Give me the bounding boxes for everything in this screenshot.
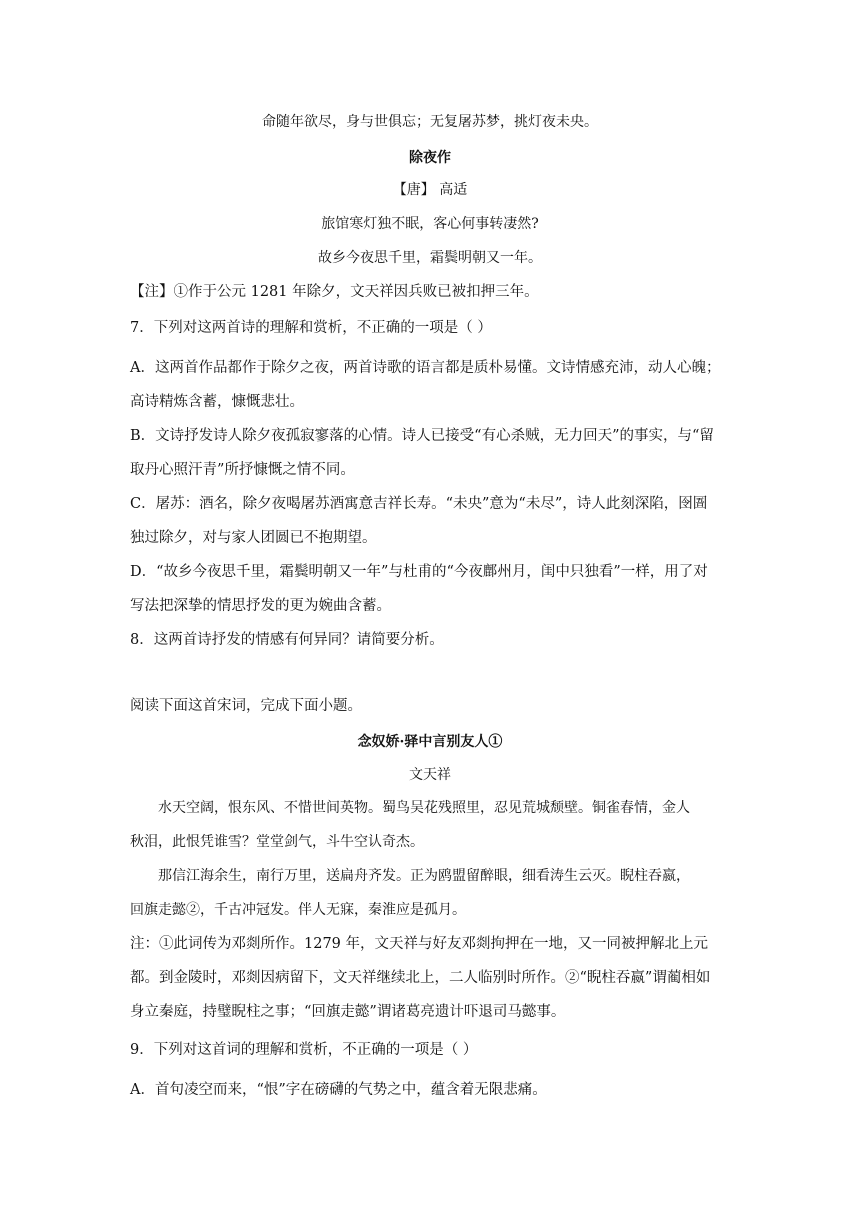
ci-stanza-2-line-2: 回旗走懿②，千古冲冠发。伴人无寐，秦淮应是孤月。 [130, 902, 466, 918]
question-7-option-d-line-1: D．“故乡今夜思千里，霜鬓明朝又一年”与杜甫的“今夜鄜州月，闺中只独看”一样，用了对 [130, 564, 708, 580]
question-7-option-c-line-2: 独过除夕，对与家人团圆已不抱期望。 [130, 530, 377, 546]
note-2-line-3: 身立秦庭，持璧睨柱之事；“回旗走懿”谓诸葛亮遗计吓退司马懿事。 [130, 1004, 566, 1020]
question-8: 8．这两首诗抒发的情感有何异同？请简要分析。 [130, 632, 444, 648]
question-7-option-d-line-2: 写法把深挚的情思抒发的更为婉曲含蓄。 [130, 598, 391, 614]
poem2-line-1: 旅馆寒灯独不眠，客心何事转凄然? [321, 216, 539, 232]
poem2-author: 【唐】 高适 [392, 182, 468, 198]
poem2-line-2: 故乡今夜思千里，霜鬓明朝又一年。 [318, 250, 542, 266]
note-2-line-2: 都。到金陵时，邓剡因病留下，文天祥继续北上，二人临别时所作。②“睨柱吞嬴”谓蔺相如 [130, 970, 711, 986]
question-7-option-b-line-1: B．文诗抒发诗人除夕夜孤寂寥落的心情。诗人已接受“有心杀贼，无力回天”的事实，与“留 [130, 428, 714, 444]
question-7-option-a-line-1: A．这两首作品都作于除夕之夜，两首诗歌的语言都是质朴易懂。文诗情感充沛，动人心魄； [130, 360, 721, 376]
poem2-title: 除夜作 [409, 150, 451, 166]
ci-stanza-1-line-2: 秋泪，此恨凭谁雪？堂堂剑气，斗牛空认奇杰。 [130, 834, 424, 850]
question-7-option-b-line-2: 取丹心照汗青”所抒慷慨之情不同。 [130, 462, 355, 478]
section-intro: 阅读下面这首宋词，完成下面小题。 [130, 698, 362, 714]
question-7-option-c-line-1: C．屠苏：酒名，除夕夜喝屠苏酒寓意吉祥长寿。“未央”意为“未尽”，诗人此刻深陷，囹圄 [130, 496, 708, 512]
question-9-option-a: A．首句凌空而来，“恨”字在磅礴的气势之中，蕴含着无限悲痛。 [130, 1082, 547, 1098]
question-9-stem: 9．下列对这首词的理解和赏析，不正确的一项是（ ） [130, 1042, 478, 1058]
poem1-last-line: 命随年欲尽，身与世俱忘；无复屠苏梦，挑灯夜未央。 [262, 114, 598, 130]
note-2-line-1: 注：①此词传为邓剡所作。1279 年，文天祥与好友邓剡拘押在一地，又一同被押解北上元 [130, 936, 709, 952]
question-7-option-a-line-2: 高诗精炼含蓄，慷慨悲壮。 [130, 394, 304, 410]
ci-author: 文天祥 [409, 767, 451, 783]
note-1: 【注】①作于公元 1281 年除夕，文天祥因兵败已被扣押三年。 [130, 284, 539, 300]
ci-title: 念奴娇·驿中言别友人① [357, 734, 503, 750]
ci-stanza-2-line-1: 那信江海余生，南行万里，送扁舟齐发。正为鸥盟留醉眼，细看涛生云灭。睨柱吞嬴， [158, 868, 690, 884]
ci-stanza-1-line-1: 水天空阔，恨东风、不惜世间英物。蜀鸟吴花残照里，忍见荒城颓壁。铜雀春情，金人 [158, 800, 690, 816]
question-7-stem: 7．下列对这两首诗的理解和赏析，不正确的一项是（ ） [130, 320, 492, 336]
